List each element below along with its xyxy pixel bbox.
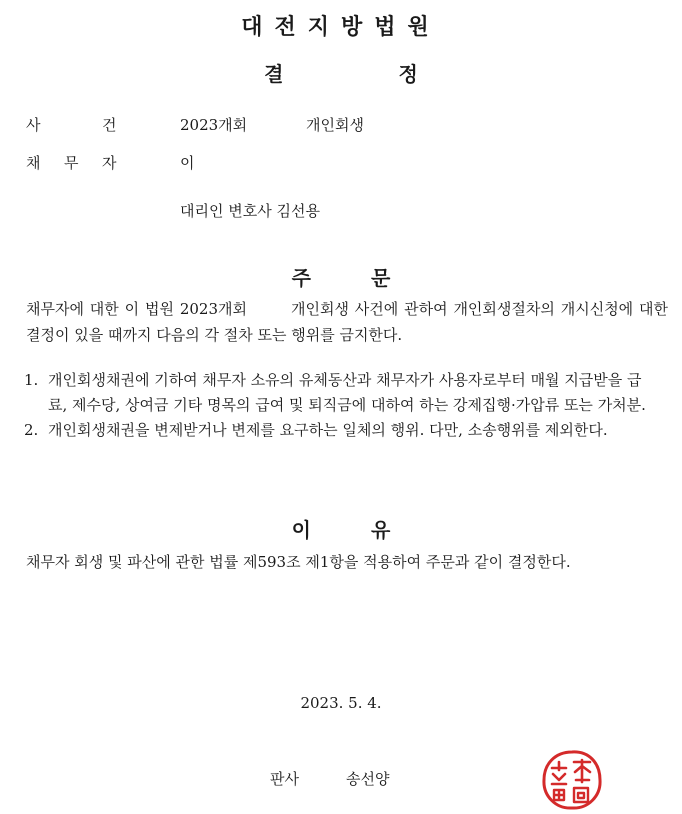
order-heading-right: 문 <box>371 266 391 290</box>
case-number: 2023개회 <box>180 116 248 134</box>
official-seal-icon <box>540 748 604 812</box>
document-title-right: 정 <box>398 62 418 86</box>
judge-title: 판사 <box>270 770 299 788</box>
order-intro-part1: 채무자에 대한 이 법원 2023개회 <box>26 300 247 318</box>
document-title <box>0 58 682 87</box>
debtor-name: 이 <box>180 154 195 172</box>
list-item <box>24 418 652 443</box>
list-item-text: 개인회생채권을 변제받거나 변제를 요구하는 일체의 행위. 다만, 소송행위를 제외한다. <box>48 421 608 439</box>
list-item-text: 개인회생채권에 기하여 채무자 소유의 유체동산과 채무자가 사용자로부터 매월 지급받을 급료, 제수당, 상여금 기타 명목의 급여 및 퇴직금에 대하여 하는 강제집행·가압류 또는 가처분. <box>48 371 646 414</box>
debtor-label-1: 채 <box>26 154 41 172</box>
reason-text: 채무자 회생 및 파산에 관한 법률 제593조 제1항을 적용하여 주문과 같이 결정한다. <box>26 553 571 571</box>
reason-heading-left: 이 <box>291 518 311 542</box>
judge-name: 송선양 <box>346 770 390 788</box>
document-title-left: 결 <box>264 62 284 86</box>
case-label-1: 사 <box>26 116 41 134</box>
court-name: 대전지방법원 <box>241 15 441 40</box>
case-label-2: 건 <box>102 116 117 134</box>
order-items-list <box>24 368 652 443</box>
list-item-number: 1. <box>24 371 39 389</box>
legal-agent: 대리인 변호사 김선용 <box>180 202 320 220</box>
decision-date: 2023. 5. 4. <box>300 694 382 712</box>
debtor-label-3: 자 <box>102 154 117 172</box>
reason-heading-right: 유 <box>371 518 391 542</box>
list-item-number: 2. <box>24 421 39 439</box>
order-heading <box>0 262 682 291</box>
order-heading-left: 주 <box>291 266 311 290</box>
debtor-label-2: 무 <box>64 154 79 172</box>
order-intro <box>26 296 668 348</box>
list-item <box>24 368 652 418</box>
case-name: 개인회생 <box>306 116 364 134</box>
order-intro-part2: 개인회생 사건에 관하여 개인회생절차의 개시신청에 대한 결정이 있을 때까지 다음의 각 절차 또는 행위를 금지한다. <box>26 300 669 344</box>
reason-heading <box>0 514 682 543</box>
